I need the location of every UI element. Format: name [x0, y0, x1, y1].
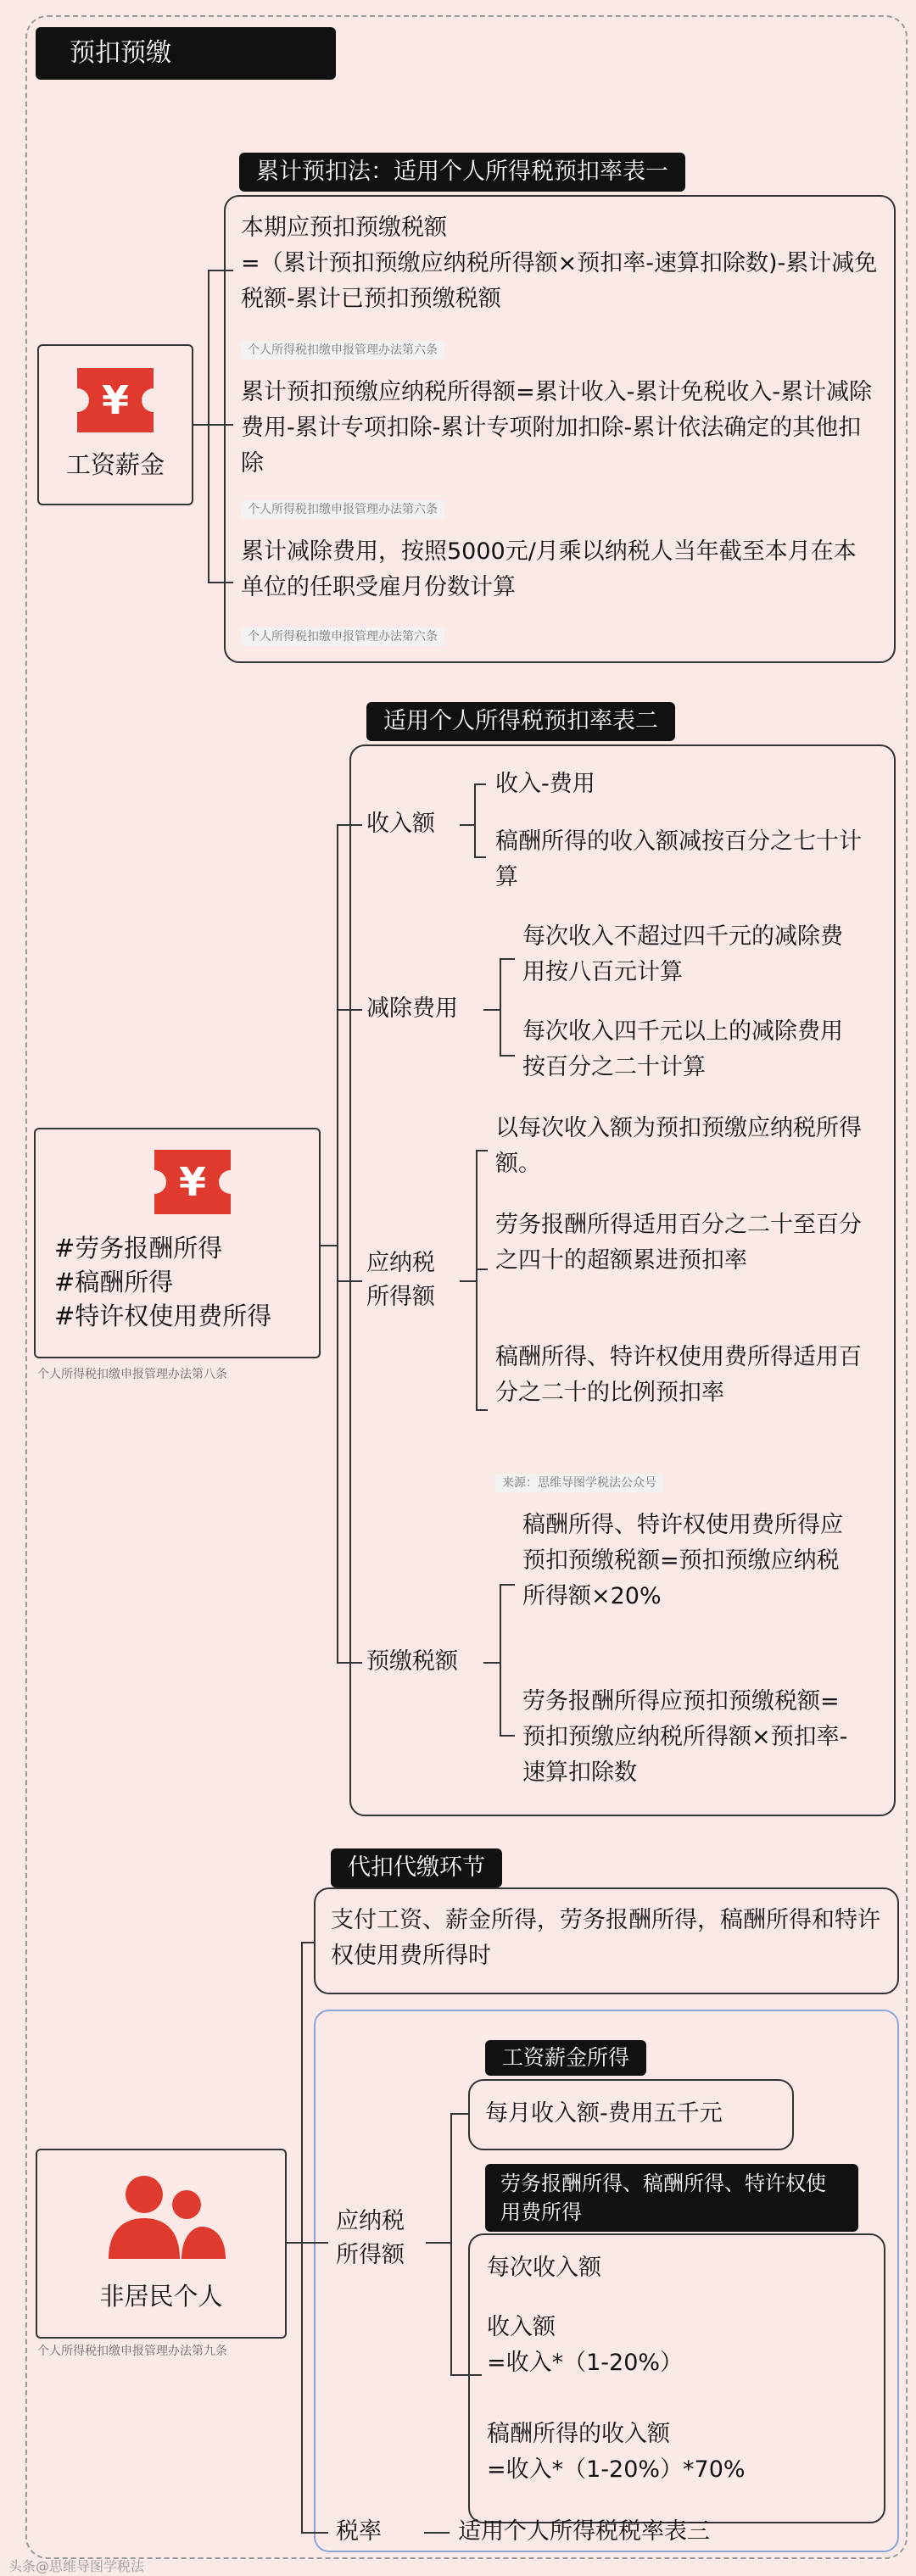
- connector: [321, 1245, 338, 1246]
- connector: [476, 1409, 488, 1411]
- connector: [301, 1942, 315, 1943]
- svg-text:¥: ¥: [178, 1159, 207, 1205]
- section1-item-3-source: 个人所得税扣缴申报管理办法第六条: [241, 627, 444, 646]
- section3-tag: 代扣代缴环节: [331, 1848, 502, 1887]
- connector: [337, 824, 362, 826]
- taxable-label: 应纳税 所得额: [366, 1250, 435, 1310]
- labor-item-3: 稿酬所得的收入额 =收入*（1-20%）*70%: [487, 2421, 746, 2483]
- connector: [301, 2532, 328, 2534]
- prepay-label: 预缴税额: [366, 1648, 458, 1675]
- rate-label: 税率: [336, 2518, 382, 2545]
- connector: [483, 1662, 500, 1664]
- yen-ticket-icon: [69, 358, 162, 443]
- connector: [337, 1009, 362, 1011]
- labor-item-1: 每次收入额: [487, 2255, 601, 2281]
- connector: [426, 2242, 451, 2244]
- page-title: 预扣预缴: [36, 27, 336, 80]
- connector: [193, 424, 209, 426]
- connector: [476, 1268, 488, 1270]
- section2-source: 个人所得税扣缴申报管理办法第八条: [37, 1368, 227, 1381]
- taxable-item-2: 劳务报酬所得适用百分之二十至百分之四十的超额累进预扣率: [495, 1212, 862, 1274]
- connector: [337, 824, 338, 1664]
- section2-node-label: #劳务报酬所得 #稿酬所得 #特许权使用费所得: [54, 1234, 272, 1330]
- section1-node-label: 工资薪金: [65, 450, 165, 479]
- connector: [337, 1280, 362, 1282]
- section3-source: 个人所得税扣缴申报管理办法第九条: [37, 2345, 227, 2358]
- income-label: 收入额: [366, 811, 435, 837]
- section2-tag: 适用个人所得税预扣率表二: [366, 702, 675, 741]
- section1-item-2: 累计预扣预缴应纳税所得额=累计收入-累计免税收入-累计减除费用-累计专项扣除-累计专项附加扣除-累计依法确定的其他扣除: [241, 379, 873, 477]
- connector: [450, 2113, 452, 2376]
- section3-node: [36, 2149, 287, 2339]
- income-item-1: 收入-费用: [495, 771, 595, 797]
- section3-top-text: 支付工资、薪金所得，劳务报酬所得，稿酬所得和特许权使用费所得时: [331, 1907, 880, 1969]
- connector: [287, 2242, 302, 2244]
- deduct-label: 减除费用: [366, 995, 458, 1022]
- deduct-item-1: 每次收入不超过四千元的减除费用按八百元计算: [522, 923, 843, 985]
- watermark: 头条@思维导图学税法: [8, 2558, 145, 2574]
- connector: [424, 2532, 450, 2534]
- connector: [460, 1280, 477, 1282]
- connector: [474, 783, 486, 785]
- connector: [208, 582, 233, 583]
- salary-tag: 工资薪金所得: [485, 2040, 646, 2076]
- section3-node-label: 非居民个人: [99, 2282, 223, 2311]
- connector: [301, 2242, 328, 2244]
- connector: [450, 2113, 469, 2115]
- connector: [500, 1735, 515, 1737]
- connector: [500, 1584, 501, 1737]
- section1-node: [37, 344, 193, 505]
- income-item-2: 稿酬所得的收入额减按百分之七十计算: [495, 828, 862, 890]
- section3-taxable-label: 应纳税 所得额: [336, 2208, 405, 2268]
- connector: [337, 1662, 362, 1664]
- svg-text:¥: ¥: [101, 377, 130, 423]
- section1-item-1-source: 个人所得税扣缴申报管理办法第六条: [241, 341, 444, 360]
- connector: [500, 1055, 515, 1057]
- rate-value: 适用个人所得税税率表三: [458, 2518, 710, 2545]
- connector: [208, 424, 233, 426]
- connector: [301, 1942, 303, 2532]
- connector: [474, 783, 476, 858]
- connector: [474, 856, 486, 858]
- section1-tag: 累计预扣法：适用个人所得税预扣率表一: [239, 153, 685, 192]
- deduct-item-2: 每次收入四千元以上的减除费用按百分之二十计算: [522, 1018, 843, 1080]
- connector: [460, 824, 475, 826]
- connector: [468, 2374, 482, 2376]
- connector: [500, 958, 501, 1057]
- connector: [450, 2374, 469, 2376]
- prepay-item-2: 劳务报酬所得应预扣预缴税额=预扣预缴应纳税所得额×预扣率-速算扣除数: [522, 1688, 848, 1786]
- taxable-item-3: 稿酬所得、特许权使用费所得适用百分之二十的比例预扣率: [495, 1344, 862, 1406]
- connector: [500, 958, 515, 960]
- salary-item: 每月收入额-费用五千元: [485, 2100, 723, 2127]
- connector: [476, 1150, 478, 1411]
- prepay-item-1: 稿酬所得、特许权使用费所得应预扣预缴税额=预扣预缴应纳税所得额×20%: [522, 1512, 843, 1609]
- labor-item-2: 收入额 =收入*（1-20%）: [487, 2314, 684, 2376]
- section2-node: [34, 1128, 321, 1358]
- connector: [483, 1009, 500, 1011]
- labor-tag: 劳务报酬所得、稿酬所得、特许权使用费所得: [485, 2164, 858, 2232]
- yen-ticket-icon: [146, 1140, 239, 1224]
- connector: [208, 270, 233, 271]
- connector: [208, 270, 209, 583]
- person-group-icon: [93, 2166, 229, 2259]
- taxable-item-1: 以每次收入额为预扣预缴应纳税所得额。: [495, 1115, 862, 1177]
- connector: [500, 1584, 515, 1586]
- section1-item-2-source: 个人所得税扣缴申报管理办法第六条: [241, 500, 444, 519]
- connector: [476, 1150, 488, 1151]
- section1-item-3: 累计减除费用，按照5000元/月乘以纳税人当年截至本月在本单位的任职受雇月份数计算: [241, 538, 857, 600]
- taxable-source: 来源：思维导图学税法公众号: [495, 1474, 663, 1492]
- section1-item-1: 本期应预扣预缴税额 =（累计预扣预缴应纳税所得额×预扣率-速算扣除数)-累计减免税额-累计已预扣预缴税额: [241, 215, 878, 312]
